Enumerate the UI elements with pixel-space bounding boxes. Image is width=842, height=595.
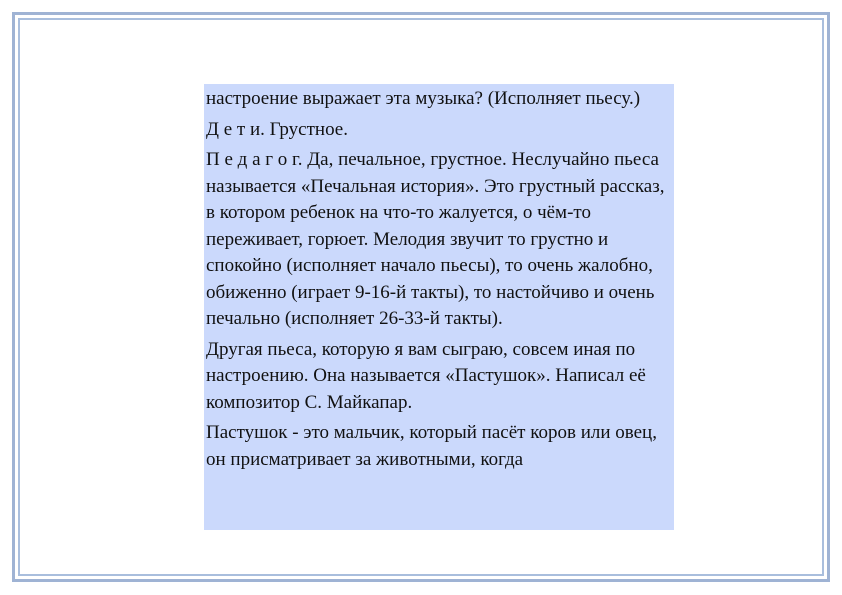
paragraph-1-text: настроение выражает эта музыка? (Исполняет пьесу.) [206, 88, 641, 109]
paragraph-5-text: Пастушок - это мальчик, который пасёт коров или овец, он присматривает за животными, когда [206, 422, 657, 470]
paragraph-3 [206, 147, 672, 333]
paragraph-2 [206, 117, 672, 144]
speaker-children: Д е т и. [206, 118, 265, 140]
paragraph-3-text: Да, печальное, грустное. Неслучайно пьеса называется «Печальная история». Это грустный рассказ, в котором ребенок на что-то жалуется, о чём-то переживает, горюет. Мелодия звучит то грустно и спокойно (исполняет начало пьесы), то очень жалобно, обиженно (играет 9-16-й такты), то настойчиво и очень печально (исполняет 26-33-й такты). [206, 149, 665, 329]
text-block [204, 84, 674, 530]
paragraph-4 [206, 337, 672, 417]
paragraph-4-text: Другая пьеса, которую я вам сыграю, совсем иная по настроению. Она называется «Пастушок». Написал её композитор С. Майкапар. [206, 338, 646, 413]
paragraph-2-text: Грустное. [264, 118, 348, 140]
speaker-teacher: П е д а г о г. [206, 149, 303, 170]
paragraph-1 [206, 86, 672, 113]
paragraph-5 [206, 420, 672, 473]
